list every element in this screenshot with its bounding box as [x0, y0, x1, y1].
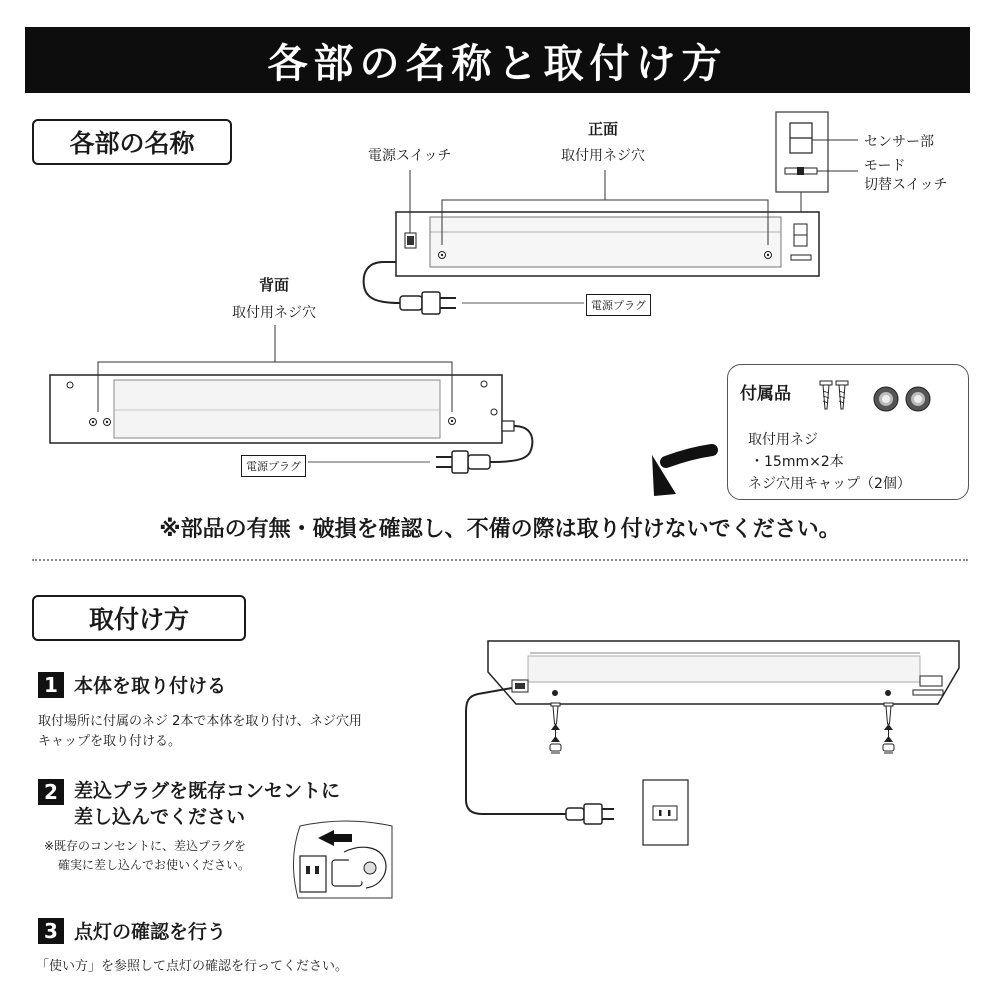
- step-2-title-line1: 差込プラグを既存コンセントに: [74, 780, 341, 802]
- step-3-title: 点灯の確認を行う: [74, 921, 227, 943]
- step-1-title: 本体を取り付ける: [74, 675, 227, 697]
- step-1-number: 1: [38, 672, 64, 698]
- sensor-label: センサー部: [864, 134, 934, 150]
- accessories-line2: ・15mm×2本: [750, 454, 844, 470]
- step-2-title-line2: 差し込んでください: [74, 806, 246, 828]
- parts-section-tag: 各部の名称: [32, 119, 232, 165]
- step-3-number: 3: [38, 918, 64, 944]
- caution-notice: ※部品の有無・破損を確認し、不備の際は取り付けないでください。: [159, 517, 841, 542]
- front-plug-label: 電源プラグ: [586, 294, 651, 316]
- step-1-text-line2: キャップを取り付ける。: [38, 734, 182, 749]
- step-2-note-line1: ※既存のコンセントに、差込プラグを: [44, 839, 247, 853]
- step-2-number: 2: [38, 779, 64, 805]
- screw-icon: [883, 703, 894, 753]
- front-screw-holes-label: 取付用ネジ穴: [561, 148, 645, 164]
- mode-switch-label-line1: モード: [864, 158, 906, 174]
- front-heading: 正面: [588, 120, 619, 138]
- accessories-title: 付属品: [740, 384, 791, 404]
- step-1-text-line1: 取付場所に付属のネジ 2本で本体を取り付け、ネジ穴用: [38, 714, 362, 729]
- page-title-banner: 各部の名称と取付け方: [25, 27, 970, 93]
- install-section-tag: 取付け方: [32, 595, 246, 641]
- power-switch-label: 電源スイッチ: [368, 148, 452, 164]
- screw-icon: [550, 703, 561, 753]
- back-heading: 背面: [259, 276, 290, 294]
- back-plug-label: 電源プラグ: [241, 455, 306, 477]
- step-3-text: 「使い方」を参照して点灯の確認を行ってください。: [36, 959, 349, 974]
- step-2-note-line2: 確実に差し込んでお使いください。: [58, 858, 251, 872]
- back-screw-holes-label: 取付用ネジ穴: [232, 305, 316, 321]
- mode-switch-label-line2: 切替スイッチ: [864, 177, 948, 193]
- accessories-line1: 取付用ネジ: [748, 432, 818, 448]
- accessories-line3: ネジ穴用キャップ（2個）: [748, 476, 911, 492]
